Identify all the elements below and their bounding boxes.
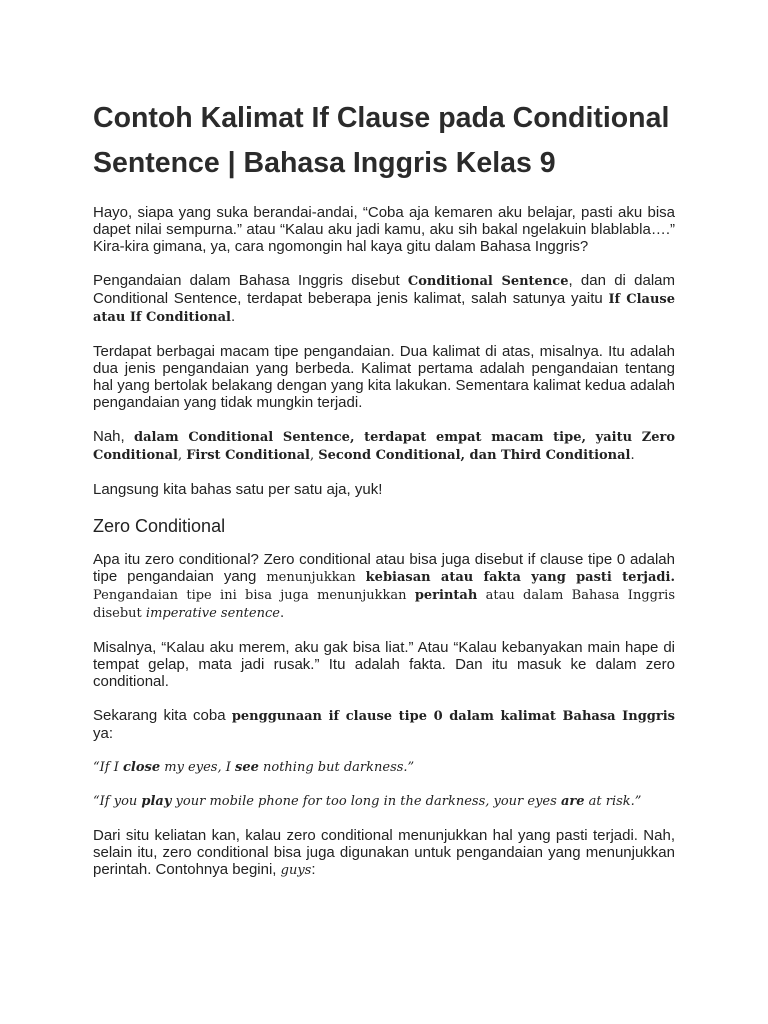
bold-term: Second Conditional, dan Third Conditional [318,448,631,463]
definition-paragraph [93,272,675,326]
text-run: Dari situ keliatan kan, kalau zero conditional menunjukkan hal yang pasti terjadi. Nah, selain itu, zero conditional bisa juga digunakan untuk pengandaian yang menunjukkan perintah. Contohnya begini, [93,827,675,878]
text-run: “If you [93,794,142,809]
page-title: Contoh Kalimat If Clause pada Conditional Sentence | Bahasa Inggris Kelas 9 [93,102,670,179]
text-run: , [177,448,187,463]
zero-conditional-definition [93,551,675,622]
bold-verb: see [235,760,259,775]
intro-paragraph: Hayo, siapa yang suka berandai-andai, “Coba aja kemaren aku belajar, pasti aku bisa dapet nilai sempurna.” atau “Kalau aku jadi kamu, aku sih bakal ngelakuin blablabla….” Kira-kira gimana, ya, cara ngomongin hal kaya gitu dalam Bahasa Inggris? [93,204,675,255]
text-run: . [279,606,285,621]
text-run: Apa itu zero conditional? Zero conditional atau bisa juga disebut if clause tipe 0 adalah tipe pengandaian yang [93,551,675,585]
text-run: atau dalam Bahasa Inggris disebut [93,588,676,621]
text-run: “If I [93,760,123,775]
text-run: Nah, [93,428,135,445]
conclusion-paragraph [93,827,675,879]
section-heading-zero-conditional: Zero Conditional [93,516,226,536]
bold-verb: close [123,760,161,775]
text-run: Pengandaian dalam Bahasa Inggris disebut [93,272,408,289]
bold-term: penggunaan if clause tipe 0 dalam kalimat Bahasa Inggris [231,709,675,724]
bold-term: dalam Conditional Sentence, terdapat empat macam tipe, yaitu Zero Conditional [93,430,675,463]
text-run: your mobile phone for too long in the darkness, your eyes [171,794,561,809]
text-run: : [311,861,316,878]
text-run: Sekarang kita coba [93,707,232,724]
text-run: menunjukkan [266,570,366,585]
text-run: Pengandaian tipe ini bisa juga menunjukkan [93,588,415,603]
text-run: at risk.” [584,794,642,809]
bold-term: Conditional Sentence [407,274,569,289]
example-sentence-1 [93,759,675,776]
text-run: , [310,448,319,463]
italic-term: imperative sentence [145,606,280,621]
bold-term: perintah [414,588,478,603]
bold-term: If Clause atau If Conditional [93,292,676,325]
text-run: . [230,308,236,325]
types-paragraph: Terdapat berbagai macam tipe pengandaian. Dua kalimat di atas, misalnya. Itu adalah dua jenis pengandaian yang berbeda. Kalimat pertama adalah pengandaian tentang hal yang bertolak belakang dengan yang kita lakukan. Sementara kalimat kedua adalah pengandaian yang tidak mungkin terjadi. [93,343,675,411]
text-run: nothing but darkness.” [258,760,415,775]
italic-term: guys [280,863,312,878]
bold-verb: play [141,794,172,809]
bold-verb: are [560,794,585,809]
example-sentence-2 [93,793,675,810]
transition-paragraph: Langsung kita bahas satu per satu aja, yuk! [93,481,383,498]
bold-term: kebiasan atau fakta yang pasti terjadi. [365,570,675,585]
text-run: . [630,448,635,463]
text-run: ya: [93,725,114,742]
example-paragraph: Misalnya, “Kalau aku merem, aku gak bisa liat.” Atau “Kalau kebanyakan main hape di tempat gelap, mata jadi rusak.” Itu adalah fakta. Dan itu masuk ke dalam zero conditional. [93,639,675,690]
bold-term: First Conditional [186,448,310,463]
four-types-paragraph [93,428,675,464]
text-run: , dan di dalam Conditional Sentence, terdapat beberapa jenis kalimat, salah satunya yaitu [93,272,675,307]
text-run: my eyes, I [160,760,235,775]
article [93,96,675,896]
usage-intro-paragraph [93,707,675,742]
